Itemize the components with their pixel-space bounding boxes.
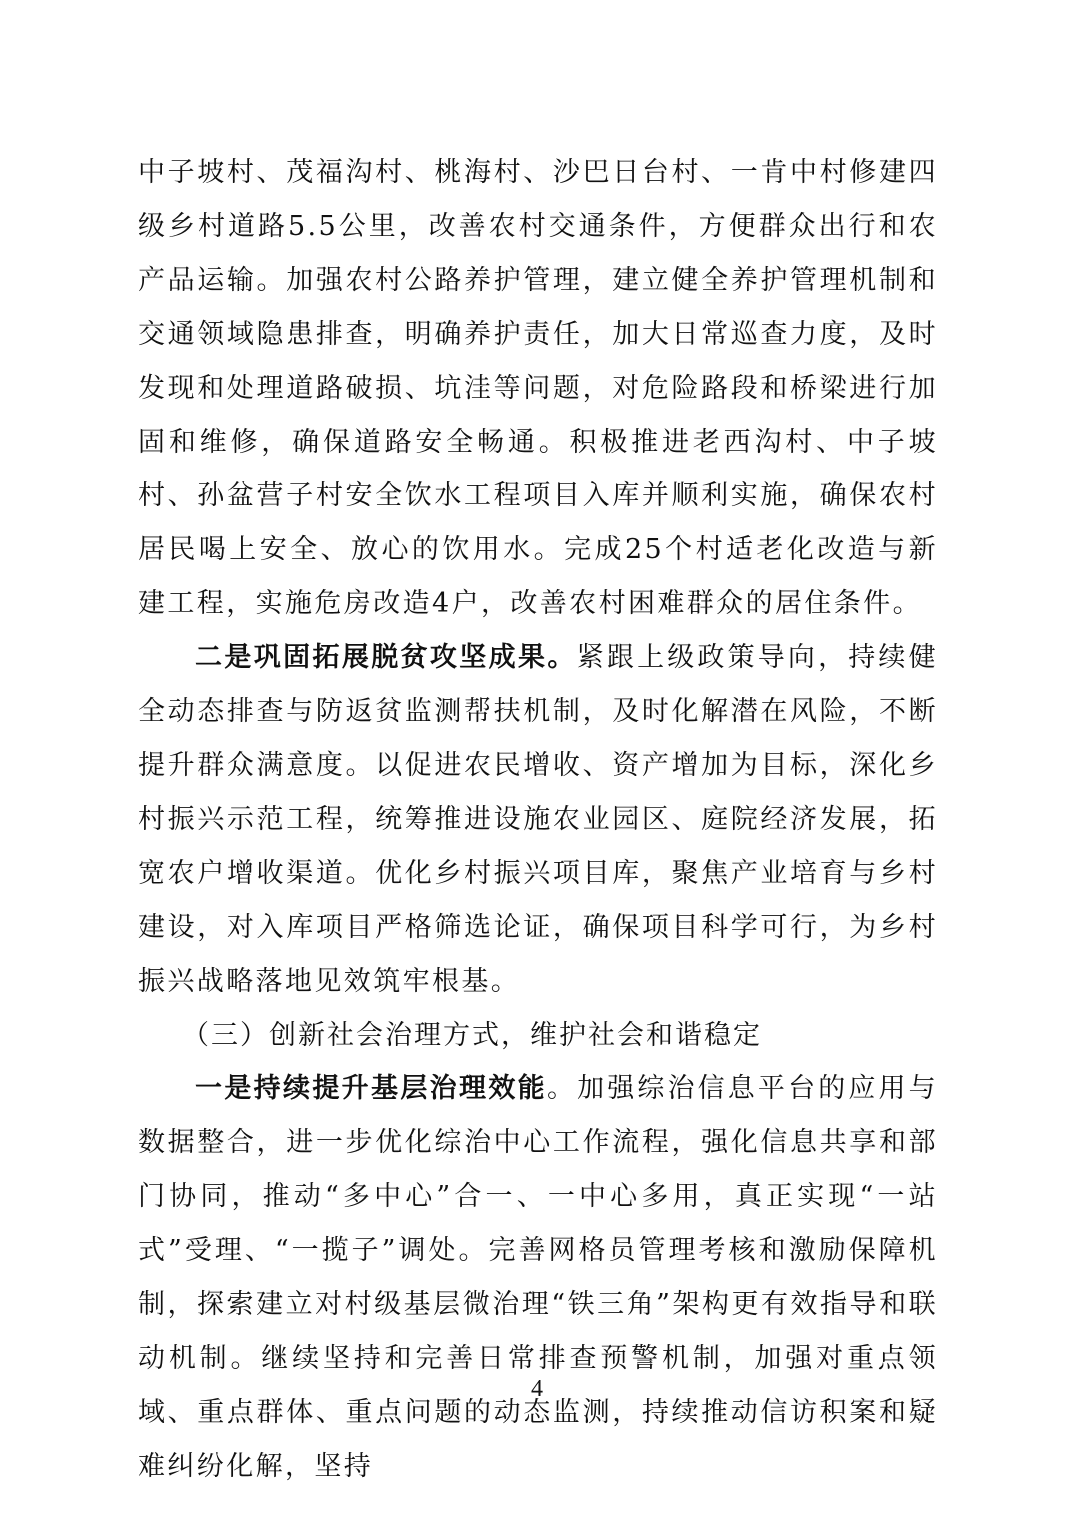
paragraph-text: 紧跟上级政策导向，持续健全动态排查与防返贫监测帮扶机制，及时化解潜在风险，不断提升群众满意度。以促进农民增收、资产增加为目标，深化乡村振兴示范工程，统筹推进设施农业园区、庭院经济发展，拓宽农户增收渠道。优化乡村振兴项目库，聚焦产业培育与乡村建设，对入库项目严格筛选论证，确保项目科学可行，为乡村振兴战略落地见效筑牢根基。	[138, 642, 938, 997]
paragraph-lead: 二是巩固拓展脱贫攻坚成果。	[195, 642, 577, 674]
paragraph-rural-infrastructure	[138, 146, 938, 631]
paragraph-text: 。加强综治信息平台的应用与数据整合，进一步优化综治中心工作流程，强化信息共享和部门协同，推动“多中心”合一、一中心多用，真正实现“一站式”受理、“一揽子”调处。完善网格员管理考核和激励保障机制，探索建立对村级基层微治理“铁三角”架构更有效指导和联动机制。继续坚持和完善日常排查预警机制，加强对重点领域、重点群体、重点问题的动态监测，持续推动信访积案和疑难纠纷化解，坚持	[138, 1073, 938, 1482]
paragraph-text: 中子坡村、茂福沟村、桃海村、沙巴日台村、一肯中村修建四级乡村道路5.5公里，改善农村交通条件，方便群众出行和农产品运输。加强农村公路养护管理，建立健全养护管理机制和交通领域隐患排查，明确养护责任，加大日常巡查力度，及时发现和处理道路破损、坑洼等问题，对危险路段和桥梁进行加固和维修，确保道路安全畅通。积极推进老西沟村、中子坡村、孙盆营子村安全饮水工程项目入库并顺利实施，确保农村居民喝上安全、放心的饮用水。完成25个村适老化改造与新建工程，实施危房改造4户，改善农村困难群众的居住条件。	[138, 157, 938, 620]
page-number: 4	[531, 1376, 543, 1402]
paragraph-grassroots-governance	[138, 1062, 938, 1493]
paragraph-poverty-alleviation	[138, 631, 938, 1008]
paragraph-lead: 一是持续提升基层治理效能	[195, 1073, 547, 1105]
section-heading: （三）创新社会治理方式，维护社会和谐稳定	[182, 1019, 762, 1051]
body-text	[138, 146, 938, 1494]
